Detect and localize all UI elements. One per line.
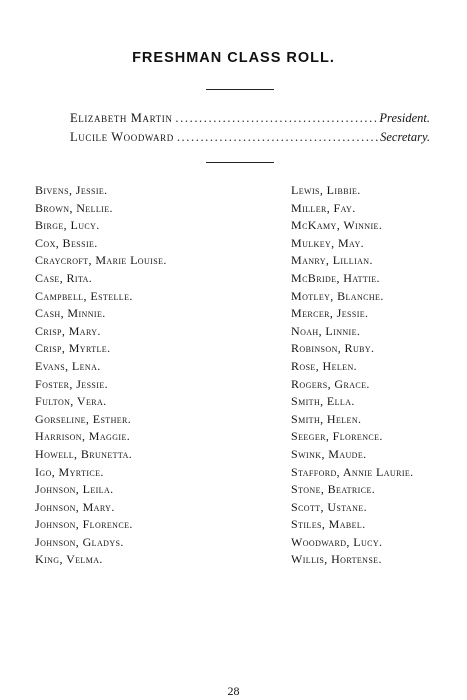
roll-entry: Johnson, Mary. xyxy=(35,499,115,514)
roll-entry: Stone, Beatrice. xyxy=(291,482,376,497)
roll-entry: Craycroft, Marie Louise. xyxy=(35,253,167,268)
roll-entry: Robinson, Ruby. xyxy=(291,341,375,356)
roll-entry: Johnson, Leila. xyxy=(35,482,114,497)
dot-leader xyxy=(175,111,377,126)
roll-entry: Swink, Maude. xyxy=(291,446,367,461)
roll-entry: Miller, Fay. xyxy=(291,200,356,215)
officer-role: Secretary. xyxy=(380,130,430,144)
roll-entry: Stiles, Mabel. xyxy=(291,517,366,532)
roll-entry: Crisp, Mary. xyxy=(35,323,101,338)
divider-rule-bottom xyxy=(206,162,274,163)
roll-entry: Birge, Lucy. xyxy=(35,218,100,233)
roll-entry: Motley, Blanche. xyxy=(291,288,384,303)
roll-entry: Scott, Ustane. xyxy=(291,499,367,514)
roll-entry: Smith, Helen. xyxy=(291,411,362,426)
roll-entry: Howell, Brunetta. xyxy=(35,446,133,461)
roll-entry: McBride, Hattie. xyxy=(291,270,380,285)
roll-entry: Rogers, Grace. xyxy=(291,376,370,391)
roll-entry: Stafford, Annie Laurie. xyxy=(291,464,414,479)
class-roll-right-column xyxy=(291,182,467,569)
roll-entry: Rose, Helen. xyxy=(291,358,358,373)
roll-entry: Manry, Lillian. xyxy=(291,253,373,268)
roll-entry: McKamy, Winnie. xyxy=(291,218,383,233)
roll-entry: Willis, Hortense. xyxy=(291,552,382,567)
roll-entry: Lewis, Libbie. xyxy=(291,183,361,197)
officer-name: Lucile Woodward xyxy=(70,130,174,144)
roll-entry: Mercer, Jessie. xyxy=(291,306,369,321)
roll-entry: Fulton, Vera. xyxy=(35,394,107,409)
roll-entry: Bivens, Jessie. xyxy=(35,183,108,197)
roll-entry: Foster, Jessie. xyxy=(35,376,109,391)
roll-entry: Evans, Lena. xyxy=(35,358,101,373)
roll-entry: Cox, Bessie. xyxy=(35,235,98,250)
divider-rule-top xyxy=(206,89,274,90)
officer-role: President. xyxy=(379,111,430,125)
officer-president xyxy=(70,111,430,130)
roll-entry: Woodward, Lucy. xyxy=(291,534,383,549)
officers-list xyxy=(70,111,430,149)
roll-entry: King, Velma. xyxy=(35,552,103,567)
roll-entry: Smith, Ella. xyxy=(291,394,355,409)
page-number: 28 xyxy=(227,684,240,698)
roll-entry: Gorseline, Esther. xyxy=(35,411,132,426)
class-roll-left-column xyxy=(35,182,235,569)
roll-entry: Cash, Minnie. xyxy=(35,306,106,321)
officer-secretary xyxy=(70,130,430,149)
roll-entry: Johnson, Florence. xyxy=(35,517,133,532)
roll-entry: Brown, Nellie. xyxy=(35,200,113,215)
roll-entry: Crisp, Myrtle. xyxy=(35,341,111,356)
roll-entry: Case, Rita. xyxy=(35,270,93,285)
roll-entry: Mulkey, May. xyxy=(291,235,365,250)
roll-entry: Seeger, Florence. xyxy=(291,429,383,444)
dot-leader xyxy=(177,130,378,145)
officer-name: Elizabeth Martin xyxy=(70,111,173,125)
page-title: FRESHMAN CLASS ROLL. xyxy=(132,50,335,66)
roll-entry: Igo, Myrtice. xyxy=(35,464,104,479)
roll-entry: Harrison, Maggie. xyxy=(35,429,131,444)
roll-entry: Campbell, Estelle. xyxy=(35,288,133,303)
roll-entry: Noah, Linnie. xyxy=(291,323,361,338)
roll-entry: Johnson, Gladys. xyxy=(35,534,124,549)
